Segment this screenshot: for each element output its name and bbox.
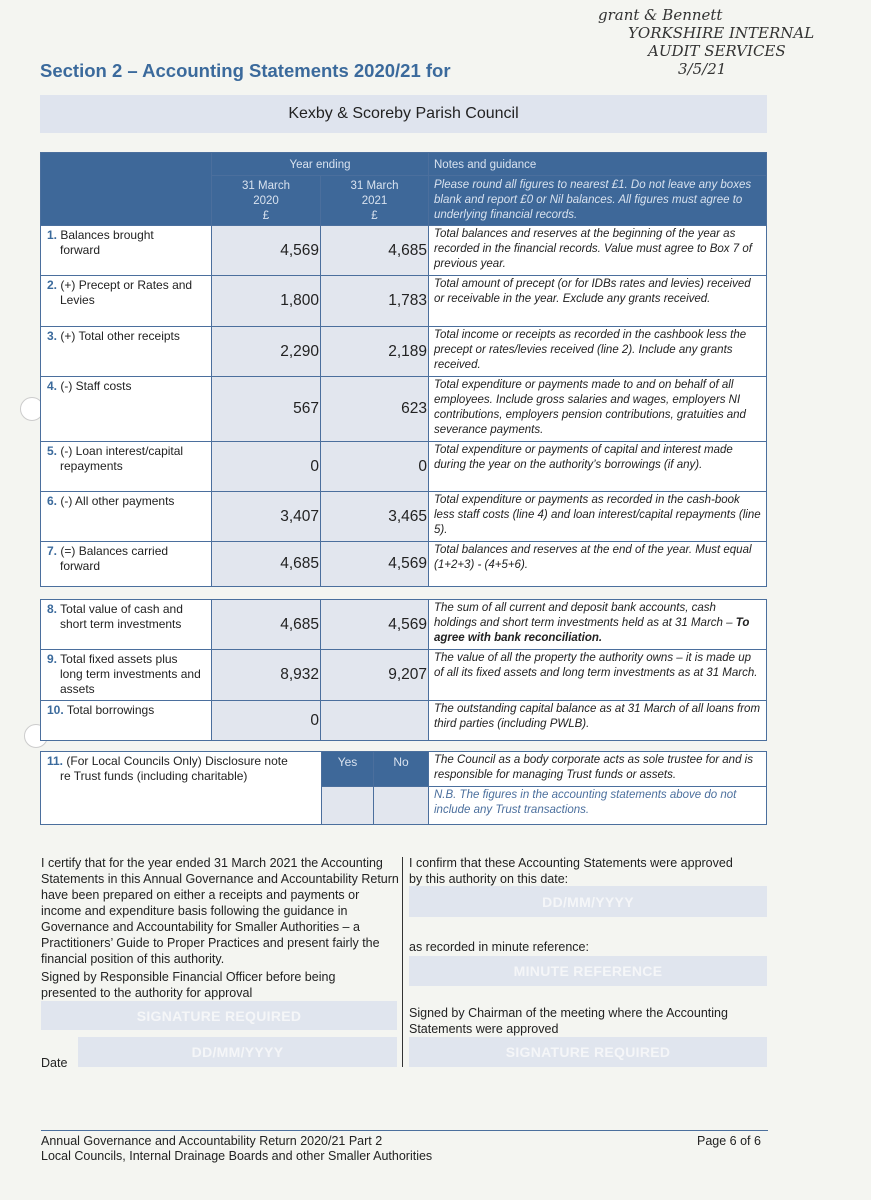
row-label-text: Total value of cash and	[60, 602, 183, 616]
row-note-bold: To agree with bank reconciliation.	[434, 617, 750, 644]
value-2021: 623	[320, 376, 429, 442]
row-note-text: Total expenditure or payments of capital and interest made during the year on the authority’s borrowings (if any).	[434, 444, 733, 471]
col-2020-header-line: 2020	[253, 195, 279, 207]
value-2020: 2,290	[211, 326, 321, 377]
handwritten-line: YORKSHIRE INTERNAL	[628, 24, 815, 42]
row-label-text: (=) Balances carried	[60, 544, 169, 558]
footer-line-1: Annual Governance and Accountability Return 2020/21 Part 2	[41, 1134, 383, 1148]
footer-line-2: Local Councils, Internal Drainage Boards and other Smaller Authorities	[41, 1149, 433, 1163]
row-label-text: (-) Staff costs	[60, 379, 132, 393]
value-2020: 3,407	[211, 491, 321, 542]
no-header: No	[373, 751, 429, 787]
col-2020-header-line: 31 March	[242, 180, 290, 192]
yes-header: Yes	[321, 751, 374, 787]
handwritten-line: 3/5/21	[678, 60, 727, 78]
value-2021: 3,465	[320, 491, 429, 542]
row-label-text: (-) Loan interest/capital	[60, 444, 184, 458]
row-label	[40, 441, 212, 492]
value-2020: 567	[211, 376, 321, 442]
confirm-text: I confirm that these Accounting Statements were approved by this authority on this date:	[409, 856, 733, 886]
certify-text: I certify that for the year ended 31 March 2021 the Accounting Statements in this Annual Governance and Accountability Return have been prepared on either a receipts and payments or income and expenditure basis following the guidance in Governance and Accountability for Smaller Authorities – a Practitioners’ Guide to Proper Practices and present fairly the financial position of this authority.	[41, 856, 399, 966]
value-2020: 4,685	[211, 599, 321, 650]
row-label-text: Total borrowings	[66, 703, 155, 717]
row-label-text: repayments	[60, 459, 123, 473]
council-name: Kexby & Scoreby Parish Council	[40, 95, 767, 133]
row-note	[428, 326, 767, 377]
row-number: 5.	[47, 444, 58, 458]
row-label	[40, 491, 212, 542]
row-label-text: Balances brought	[60, 228, 154, 242]
row-label-text: Levies	[60, 293, 95, 307]
col-2021-header	[320, 175, 429, 226]
row-note-text: The sum of all current and deposit bank accounts, cash holdings and short term investments held as at 31 March –	[434, 602, 733, 629]
row-note-text: Total balances and reserves at the end of the year. Must equal (1+2+3) - (4+5+6).	[434, 544, 752, 571]
row-note-text: Total expenditure or payments as recorded in the cash-book less staff costs (line 4) and loan interest/capital repayments (line 5).	[434, 494, 761, 536]
row-note-text: Total amount of precept (or for IDBs rates and levies) received or receivable in the year. Exclude any grants received.	[434, 278, 751, 305]
row-note-text: The value of all the property the authority owns – it is made up of all its fixed assets and long term investments as at 31 March.	[434, 652, 758, 679]
col-2021-header-line: 31 March	[350, 180, 399, 192]
row-label-text: Total fixed assets plus	[60, 652, 178, 666]
row-note-text: Total expenditure or payments made to and on behalf of all employees. Include gross salaries and wages, employers NI contributions, employers pension contributions, gratuities and severance payments.	[434, 379, 746, 436]
row-label	[40, 700, 212, 741]
value-2020: 8,932	[211, 649, 321, 701]
guidance-header: Please round all figures to nearest £1. Do not leave any boxes blank and report £0 or Nil balances. All figures must agree to underlying financial records.	[428, 175, 767, 226]
footer-text	[41, 1134, 432, 1164]
row-label-text: (-) All other payments	[60, 494, 175, 508]
row-note	[428, 599, 767, 650]
row-note	[428, 491, 767, 542]
approval-date-field[interactable]: DD/MM/YYYY	[409, 886, 767, 917]
value-2021: 0	[320, 441, 429, 492]
row-11-note: The Council as a body corporate acts as sole trustee for and is responsible for managing Trust funds or assets.	[428, 751, 767, 787]
chairman-signed-text: Signed by Chairman of the meeting where the Accounting Statements were approved	[409, 1006, 728, 1036]
row-number: 4.	[47, 379, 58, 393]
row-number: 3.	[47, 329, 58, 343]
row-number: 8.	[47, 602, 58, 616]
value-2021: 4,569	[320, 541, 429, 587]
column-divider	[402, 857, 403, 1067]
no-checkbox[interactable]	[373, 786, 429, 825]
date-label: Date	[41, 1056, 68, 1070]
year-ending-header: Year ending	[211, 152, 429, 176]
row-label	[40, 541, 212, 587]
row-label-text: short term investments	[60, 617, 182, 631]
rfo-date-field[interactable]: DD/MM/YYYY	[78, 1037, 397, 1067]
row-number: 9.	[47, 652, 58, 666]
col-2020-header	[211, 175, 321, 226]
row-label	[40, 649, 212, 701]
value-2020: 1,800	[211, 275, 321, 327]
value-2020: 4,569	[211, 225, 321, 276]
footer-divider	[41, 1130, 768, 1131]
row-note	[428, 225, 767, 276]
row-label-text: (For Local Councils Only) Disclosure note	[66, 754, 288, 768]
header-blank	[40, 152, 212, 226]
value-2021: 4,685	[320, 225, 429, 276]
value-2021: 1,783	[320, 275, 429, 327]
row-label	[40, 225, 212, 276]
row-number: 11.	[47, 754, 64, 768]
value-2020: 0	[211, 700, 321, 741]
row-label	[40, 599, 212, 650]
chairman-signature-field[interactable]: SIGNATURE REQUIRED	[409, 1037, 767, 1067]
value-2020: 4,685	[211, 541, 321, 587]
handwritten-line: AUDIT SERVICES	[648, 42, 786, 60]
row-11-label	[40, 751, 322, 825]
row-11-nb-note: N.B. The figures in the accounting statements above do not include any Trust transactions.	[428, 786, 767, 825]
handwritten-note	[598, 6, 848, 78]
row-label	[40, 275, 212, 327]
row-label-text: long term investments and assets	[60, 667, 201, 696]
handwritten-line: grant & Bennett	[598, 6, 723, 24]
row-number: 2.	[47, 278, 58, 292]
row-note	[428, 541, 767, 587]
value-2021: 2,189	[320, 326, 429, 377]
page-number: Page 6 of 6	[697, 1134, 761, 1148]
value-2021: 4,569	[320, 599, 429, 650]
value-2021	[320, 700, 429, 741]
yes-checkbox[interactable]	[321, 786, 374, 825]
row-number: 10.	[47, 703, 64, 717]
row-label	[40, 376, 212, 442]
row-note	[428, 649, 767, 701]
rfo-signed-text: Signed by Responsible Financial Officer before being presented to the authority for approval	[41, 970, 336, 1000]
row-label-text: (+) Total other receipts	[60, 329, 180, 343]
minute-reference-field[interactable]: MINUTE REFERENCE	[409, 956, 767, 986]
row-number: 1.	[47, 228, 58, 242]
col-2020-header-line: £	[262, 210, 270, 222]
row-label-text: re Trust funds (including charitable)	[60, 769, 248, 783]
value-2021: 9,207	[320, 649, 429, 701]
row-note	[428, 376, 767, 442]
row-note-text: Total balances and reserves at the beginning of the year as recorded in the financial records. Value must agree to Box 7 of previous year.	[434, 228, 752, 270]
notes-header: Notes and guidance	[428, 152, 767, 176]
row-note-text: The outstanding capital balance as at 31 March of all loans from third parties (including PWLB).	[434, 703, 761, 730]
row-label	[40, 326, 212, 377]
row-label-text: (+) Precept or Rates and	[60, 278, 193, 292]
rfo-signature-field[interactable]: SIGNATURE REQUIRED	[41, 1001, 397, 1030]
row-number: 7.	[47, 544, 58, 558]
row-note-text: Total income or receipts as recorded in the cashbook less the precept or rates/levies received (line 2). Include any grants received.	[434, 329, 747, 371]
col-2021-header-line: £	[371, 210, 378, 222]
row-note	[428, 700, 767, 741]
row-number: 6.	[47, 494, 58, 508]
minute-label: as recorded in minute reference:	[409, 940, 589, 954]
col-2021-header-line: 2021	[361, 195, 388, 207]
row-note	[428, 275, 767, 327]
value-2020: 0	[211, 441, 321, 492]
section-heading: Section 2 – Accounting Statements 2020/21 for	[40, 60, 451, 81]
row-label-text: forward	[60, 243, 101, 257]
row-note	[428, 441, 767, 492]
row-label-text: forward	[60, 559, 101, 573]
